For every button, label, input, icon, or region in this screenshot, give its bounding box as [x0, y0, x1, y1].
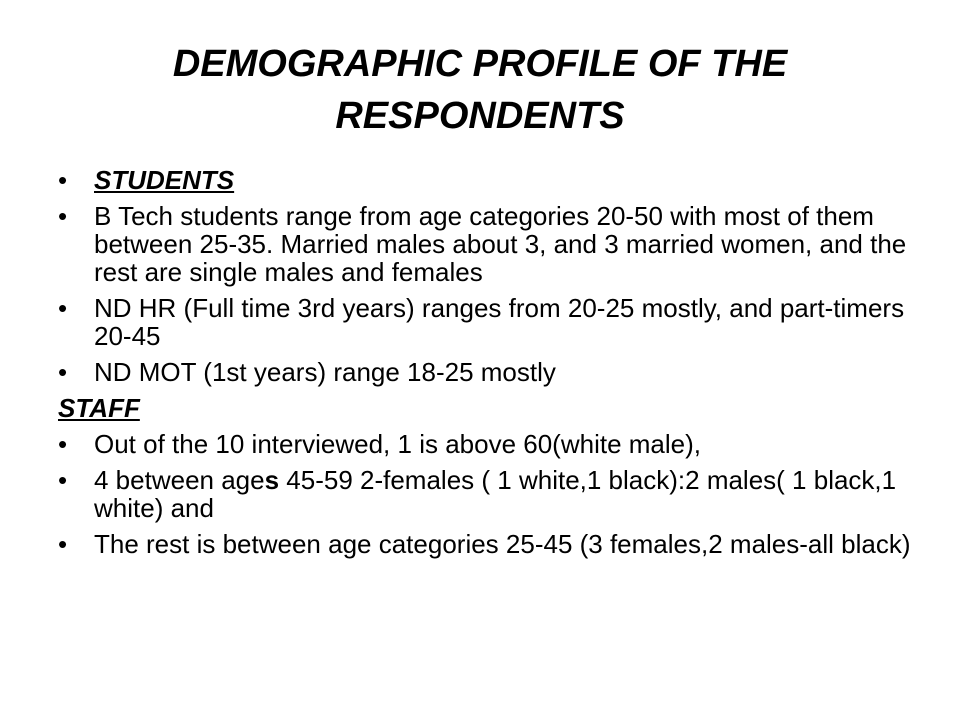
bullet-glyph: • — [58, 165, 68, 195]
bullet-glyph: • — [58, 293, 68, 323]
bullet-text-staff-rest: The rest is between age categories 25-45 (3 females,2 males-all black) — [94, 529, 911, 559]
bullet-text-nd-hr: ND HR (Full time 3rd years) ranges from 20-25 mostly, and part-timers 20-45 — [94, 293, 905, 351]
bullet-item-staff-interviewed — [58, 430, 918, 458]
bullet-glyph: • — [58, 529, 68, 559]
bullet-text-btech: B Tech students range from age categories 20-50 with most of them between 25-35. Married males about 3, and 3 married women, and the rest are single males and females — [94, 201, 907, 287]
bullet-text-staff-45-59-part3: 45-59 2-females ( 1 white,1 black):2 males( 1 black,1 white) and — [94, 465, 897, 523]
bullet-item-staff-rest — [58, 530, 918, 558]
bullet-text-staff-45-59-bold: s — [264, 465, 280, 495]
bullet-item-nd-hr — [58, 294, 918, 350]
bullet-item-students-heading — [58, 166, 918, 194]
bullet-glyph: • — [58, 357, 68, 387]
bullet-item-nd-mot — [58, 358, 918, 386]
bullet-glyph: • — [58, 429, 68, 459]
bullet-text-nd-mot: ND MOT (1st years) range 18-25 mostly — [94, 357, 556, 387]
bullet-item-btech — [58, 202, 918, 286]
students-heading: STUDENTS — [94, 165, 235, 195]
bullet-glyph: • — [58, 201, 68, 231]
slide-title: DEMOGRAPHIC PROFILE OF THE RESPONDENTS — [172, 43, 788, 137]
bullet-glyph: • — [58, 465, 68, 495]
bullet-text-staff-interviewed: Out of the 10 interviewed, 1 is above 60(white male), — [94, 429, 701, 459]
bullet-text-staff-45-59-part1: 4 between age — [94, 465, 265, 495]
slide-body — [58, 166, 918, 566]
bullet-text-staff-45-59 — [94, 465, 896, 523]
bullet-item-staff-45-59 — [58, 466, 918, 522]
staff-heading: STAFF — [58, 393, 140, 423]
